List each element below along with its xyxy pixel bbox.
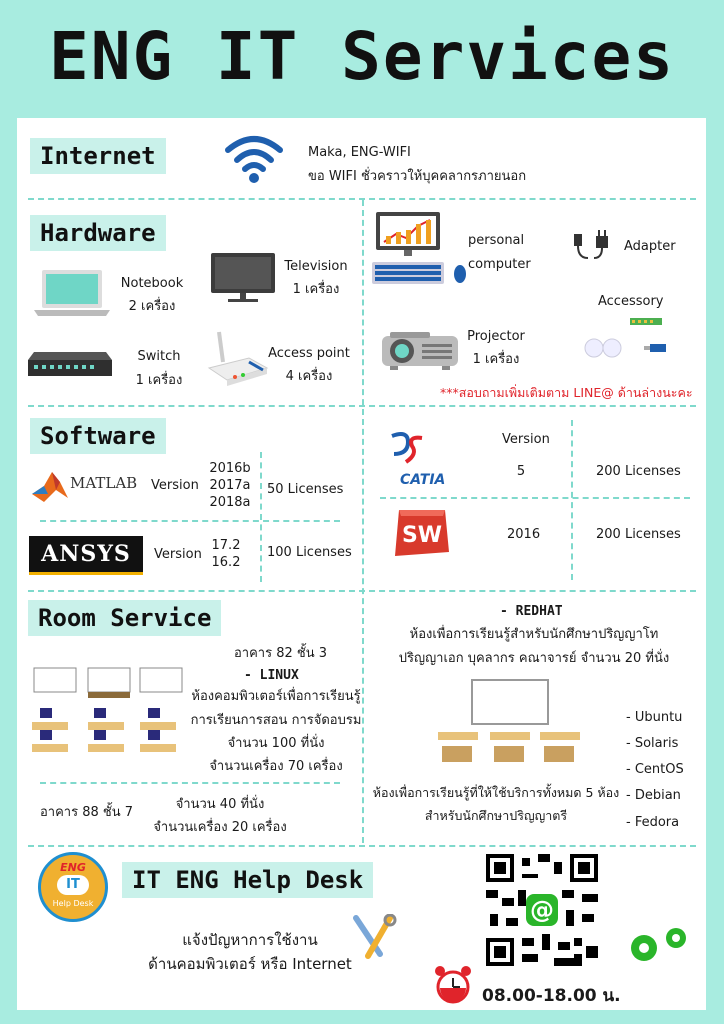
matlab-version: 2017a: [209, 478, 251, 493]
internet-line1: Maka, ENG-WIFI: [308, 145, 411, 160]
pc-line1: personal: [468, 233, 525, 248]
tools-icon: [350, 914, 400, 964]
solidworks-icon: [393, 508, 451, 558]
matlab-logo-text: MATLAB: [70, 474, 138, 492]
ansys-version-label: Version: [154, 547, 202, 562]
television-name: Television: [284, 259, 348, 274]
ansys-logo-bar: [29, 572, 143, 575]
solidworks-version: 2016: [507, 527, 541, 542]
room-heading: Room Service: [28, 600, 221, 636]
switch-icon: [28, 350, 112, 380]
page-title: ENG IT Services: [48, 18, 676, 95]
helpdesk-logo: [38, 852, 108, 922]
line-qr-code[interactable]: [486, 854, 598, 966]
switch-count: 1 เครื่อง: [135, 373, 183, 388]
adapter-icon: [568, 228, 614, 262]
catia-logo-text: CATIA: [400, 472, 446, 488]
projector-name: Projector: [467, 329, 525, 344]
linux-line: การเรียนการสอน การจัดอบรม: [190, 713, 362, 728]
redhat-line: ปริญญาเอก บุคลากร คณาจารย์ จำนวน 20 ที่นั่ง: [398, 651, 670, 666]
pc-line2: computer: [468, 257, 531, 272]
access-point-name: Access point: [268, 346, 350, 361]
projector-icon: [380, 328, 460, 372]
ansys-licenses: 100 Licenses: [267, 545, 352, 560]
divider: [380, 497, 690, 499]
solidworks-licenses: 200 Licenses: [596, 527, 681, 542]
hardware-heading: Hardware: [30, 215, 166, 251]
ansys-version: 17.2: [211, 538, 241, 553]
catia-icon: [388, 432, 428, 468]
os-item: - Ubuntu: [626, 710, 683, 725]
matlab-version-label: Version: [151, 478, 199, 493]
helpdesk-heading: IT ENG Help Desk: [122, 862, 373, 898]
switch-name: Switch: [137, 349, 181, 364]
helpdesk-logo-mid: IT: [57, 875, 89, 895]
notebook-icon: [34, 268, 110, 318]
access-point-count: 4 เครื่อง: [285, 369, 333, 384]
ansys-logo: ANSYS: [29, 536, 143, 572]
ansys-version: 16.2: [211, 555, 241, 570]
building-82: อาคาร 82 ชั้น 3: [234, 646, 328, 661]
divider: [40, 520, 340, 522]
television-icon: [210, 252, 276, 304]
room-bottom-line: ห้องเพื่อการเรียนรู้ที่ให้ใช้บริการทั้งหมด 5 ห้อง: [372, 785, 620, 800]
svg-text:SW: SW: [401, 523, 443, 548]
meeting-room-icon: [436, 676, 582, 772]
divider: [28, 845, 696, 847]
linux-line: ห้องคอมพิวเตอร์เพื่อการเรียนรู้: [191, 689, 361, 704]
linux-line: จำนวน 100 ที่นั่ง: [227, 736, 325, 751]
catia-licenses: 200 Licenses: [596, 464, 681, 479]
matlab-licenses: 50 Licenses: [267, 482, 344, 497]
computer-icon: [372, 210, 468, 288]
building-88-line: จำนวน 40 ที่นั่ง: [175, 797, 265, 812]
notebook-name: Notebook: [120, 276, 184, 291]
divider: [571, 420, 573, 580]
redhat-label: - REDHAT: [500, 604, 563, 619]
divider: [260, 452, 262, 582]
catia-version: 5: [516, 464, 526, 479]
os-item: - Debian: [626, 788, 681, 803]
linux-line: จำนวนเครื่อง 70 เครื่อง: [209, 759, 343, 774]
svg-text:@: @: [530, 896, 554, 924]
alarm-clock-icon: [432, 964, 474, 1006]
accessory-label: Accessory: [598, 294, 664, 309]
matlab-version: 2018a: [209, 495, 251, 510]
adapter-label: Adapter: [624, 239, 676, 254]
notebook-count: 2 เครื่อง: [128, 299, 176, 314]
internet-line2: ขอ WIFI ชั่วคราวให้บุคคลากรภายนอก: [308, 169, 527, 184]
access-point-icon: [205, 328, 269, 388]
hardware-note: ***สอบถามเพิ่มเติมตาม LINE@ ด้านล่างนะคะ: [440, 385, 693, 400]
os-item: - CentOS: [626, 762, 684, 777]
os-item: - Fedora: [626, 815, 680, 830]
television-count: 1 เครื่อง: [292, 282, 340, 297]
classroom-icon: [30, 664, 190, 758]
helpdesk-hours: 08.00-18.00 น.: [482, 986, 621, 1006]
helpdesk-line1: แจ้งปัญหาการใช้งาน: [182, 931, 318, 949]
os-item: - Solaris: [626, 736, 679, 751]
helpdesk-logo-bottom: Help Desk: [52, 899, 94, 908]
wifi-icon: [224, 132, 284, 184]
projector-count: 1 เครื่อง: [472, 352, 520, 367]
catia-version-label: Version: [502, 432, 550, 447]
matlab-version: 2016b: [209, 461, 251, 476]
accessory-icon: [582, 314, 672, 364]
room-bottom-line: สำหรับนักศึกษาปริญญาตรี: [424, 808, 568, 823]
software-heading: Software: [30, 418, 166, 454]
helpdesk-line2: ด้านคอมพิวเตอร์ หรือ Internet: [148, 955, 352, 973]
redhat-line: ห้องเพื่อการเรียนรู้สำหรับนักศึกษาปริญญาโท: [409, 627, 659, 642]
building-88: อาคาร 88 ชั้น 7: [40, 805, 134, 820]
divider: [40, 782, 340, 784]
matlab-icon: [30, 468, 70, 504]
building-88-line: จำนวนเครื่อง 20 เครื่อง: [153, 820, 287, 835]
linux-label: - LINUX: [244, 668, 299, 683]
helpdesk-logo-top: ENG: [60, 861, 86, 874]
gears-icon: [626, 924, 692, 964]
internet-heading: Internet: [30, 138, 166, 174]
